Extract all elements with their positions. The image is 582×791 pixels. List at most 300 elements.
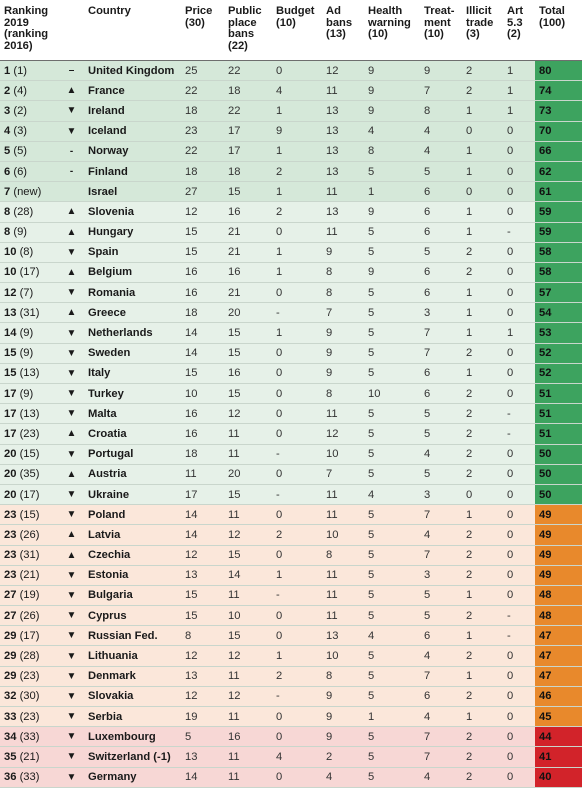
cell-price: 22 [181, 81, 224, 101]
rank-2016: (28) [13, 205, 34, 218]
cell-price: 13 [181, 565, 224, 585]
cell-public-place-bans: 17 [224, 121, 272, 141]
cell-treatment: 7 [420, 505, 462, 525]
cell-illicit-trade: 2 [462, 404, 503, 424]
cell-budget: 1 [272, 262, 322, 282]
cell-budget: 1 [272, 101, 322, 121]
cell-total: 59 [535, 202, 582, 222]
header-ranking: Ranking 2019 (ranking 2016) [0, 0, 58, 61]
trend-up-icon: ▲ [58, 81, 84, 101]
cell-total: 57 [535, 283, 582, 303]
cell-total: 66 [535, 141, 582, 161]
cell-treatment: 6 [420, 363, 462, 383]
cell-art-5-3: 0 [503, 242, 535, 262]
cell-health-warning: 5 [364, 343, 420, 363]
cell-illicit-trade: 0 [462, 182, 503, 202]
cell-country: Germany [84, 767, 181, 787]
rank-2019: 1 [4, 64, 11, 77]
cell-treatment: 5 [420, 242, 462, 262]
cell-ranking [0, 565, 58, 585]
cell-ranking [0, 626, 58, 646]
cell-total: 51 [535, 424, 582, 444]
table-row [0, 505, 582, 525]
cell-ad-bans: 4 [322, 767, 364, 787]
cell-total: 49 [535, 505, 582, 525]
rank-2019: 23 [4, 549, 17, 562]
cell-treatment: 4 [420, 525, 462, 545]
table-row [0, 222, 582, 242]
cell-price: 15 [181, 585, 224, 605]
cell-public-place-bans: 15 [224, 323, 272, 343]
cell-country: Greece [84, 303, 181, 323]
cell-price: 16 [181, 262, 224, 282]
cell-ranking [0, 767, 58, 787]
cell-public-place-bans: 22 [224, 101, 272, 121]
table-row [0, 444, 582, 464]
cell-price: 14 [181, 767, 224, 787]
trend-down-icon: ▼ [58, 101, 84, 121]
cell-ad-bans: 13 [322, 101, 364, 121]
cell-public-place-bans: 12 [224, 686, 272, 706]
cell-ad-bans: 12 [322, 424, 364, 444]
header-budget: Budget (10) [272, 0, 322, 61]
rank-2019: 20 [4, 468, 17, 481]
rank-2016: (7) [19, 286, 34, 299]
cell-treatment: 7 [420, 727, 462, 747]
cell-ad-bans: 13 [322, 626, 364, 646]
cell-price: 15 [181, 363, 224, 383]
header-illicit-trade: Illicit trade (3) [462, 0, 503, 61]
cell-price: 23 [181, 121, 224, 141]
cell-illicit-trade: 2 [462, 747, 503, 767]
cell-illicit-trade: 1 [462, 283, 503, 303]
cell-public-place-bans: 10 [224, 606, 272, 626]
trend-up-icon: ▲ [58, 525, 84, 545]
cell-health-warning: 5 [364, 565, 420, 585]
cell-country: Estonia [84, 565, 181, 585]
cell-ad-bans: 12 [322, 61, 364, 81]
cell-total: 53 [535, 323, 582, 343]
cell-art-5-3: 0 [503, 444, 535, 464]
cell-price: 19 [181, 707, 224, 727]
trend-flat-icon: – [58, 61, 84, 81]
cell-price: 12 [181, 646, 224, 666]
cell-total: 49 [535, 565, 582, 585]
cell-total: 41 [535, 747, 582, 767]
cell-public-place-bans: 11 [224, 767, 272, 787]
cell-health-warning: 9 [364, 101, 420, 121]
cell-treatment: 5 [420, 464, 462, 484]
cell-country: Luxembourg [84, 727, 181, 747]
rank-2016: (9) [19, 347, 34, 360]
cell-health-warning: 5 [364, 606, 420, 626]
cell-art-5-3: 0 [503, 121, 535, 141]
cell-country: Slovakia [84, 686, 181, 706]
cell-health-warning: 5 [364, 767, 420, 787]
cell-health-warning: 5 [364, 505, 420, 525]
rank-2016: (new) [13, 185, 42, 198]
cell-country: Lithuania [84, 646, 181, 666]
cell-public-place-bans: 21 [224, 283, 272, 303]
table-row [0, 141, 582, 161]
trend-down-icon: ▼ [58, 323, 84, 343]
cell-public-place-bans: 17 [224, 141, 272, 161]
rank-2016: (9) [13, 226, 28, 239]
cell-treatment: 4 [420, 121, 462, 141]
cell-budget: 0 [272, 626, 322, 646]
cell-public-place-bans: 16 [224, 262, 272, 282]
cell-art-5-3: 0 [503, 525, 535, 545]
cell-public-place-bans: 18 [224, 81, 272, 101]
rank-2019: 23 [4, 528, 17, 541]
cell-treatment: 5 [420, 424, 462, 444]
cell-health-warning: 9 [364, 61, 420, 81]
cell-country: Malta [84, 404, 181, 424]
rank-2019: 6 [4, 165, 11, 178]
cell-public-place-bans: 11 [224, 424, 272, 444]
cell-ad-bans: 10 [322, 444, 364, 464]
cell-ranking [0, 424, 58, 444]
cell-ranking [0, 121, 58, 141]
table-row [0, 464, 582, 484]
cell-art-5-3: 0 [503, 283, 535, 303]
cell-ranking [0, 666, 58, 686]
cell-art-5-3: 0 [503, 585, 535, 605]
cell-ranking [0, 202, 58, 222]
cell-art-5-3: 0 [503, 343, 535, 363]
cell-ad-bans: 9 [322, 727, 364, 747]
cell-ad-bans: 11 [322, 505, 364, 525]
table-row [0, 323, 582, 343]
cell-country: Croatia [84, 424, 181, 444]
cell-art-5-3: 0 [503, 141, 535, 161]
cell-art-5-3: - [503, 404, 535, 424]
rank-2019: 4 [4, 125, 11, 138]
cell-budget: 0 [272, 727, 322, 747]
cell-public-place-bans: 16 [224, 363, 272, 383]
cell-ranking [0, 343, 58, 363]
rank-2019: 2 [4, 84, 11, 97]
cell-ad-bans: 8 [322, 545, 364, 565]
rank-2019: 15 [4, 347, 17, 360]
trend-down-icon: ▼ [58, 565, 84, 585]
cell-ad-bans: 7 [322, 464, 364, 484]
cell-total: 70 [535, 121, 582, 141]
table-row [0, 182, 582, 202]
table-row [0, 161, 582, 181]
cell-budget: 0 [272, 707, 322, 727]
cell-illicit-trade: 2 [462, 606, 503, 626]
trend-up-icon: ▲ [58, 222, 84, 242]
cell-health-warning: 5 [364, 585, 420, 605]
table-row [0, 565, 582, 585]
rank-2019: 29 [4, 670, 17, 683]
cell-illicit-trade: 2 [462, 384, 503, 404]
cell-ad-bans: 8 [322, 262, 364, 282]
trend-down-icon: ▼ [58, 606, 84, 626]
cell-budget: 0 [272, 404, 322, 424]
cell-art-5-3: 0 [503, 182, 535, 202]
cell-public-place-bans: 22 [224, 61, 272, 81]
cell-treatment: 7 [420, 666, 462, 686]
cell-price: 18 [181, 303, 224, 323]
rank-2019: 10 [4, 246, 17, 259]
cell-ad-bans: 9 [322, 363, 364, 383]
rank-2016: (2) [13, 104, 28, 117]
trend-down-icon: ▼ [58, 767, 84, 787]
rank-2019: 13 [4, 306, 17, 319]
cell-price: 12 [181, 686, 224, 706]
cell-public-place-bans: 21 [224, 222, 272, 242]
cell-total: 46 [535, 686, 582, 706]
cell-treatment: 7 [420, 545, 462, 565]
cell-public-place-bans: 21 [224, 242, 272, 262]
trend-down-icon: ▼ [58, 666, 84, 686]
trend-down-icon: ▼ [58, 686, 84, 706]
cell-budget: 0 [272, 545, 322, 565]
header-treatment: Treat- ment (10) [420, 0, 462, 61]
cell-health-warning: 5 [364, 464, 420, 484]
rank-2019: 3 [4, 104, 11, 117]
cell-illicit-trade: 2 [462, 61, 503, 81]
cell-public-place-bans: 11 [224, 747, 272, 767]
table-row [0, 727, 582, 747]
cell-country: Poland [84, 505, 181, 525]
cell-country: Iceland [84, 121, 181, 141]
cell-art-5-3: 0 [503, 727, 535, 747]
trend-down-icon: ▼ [58, 363, 84, 383]
rank-2016: (15) [19, 448, 40, 461]
table-row [0, 101, 582, 121]
rank-2019: 17 [4, 387, 17, 400]
cell-ad-bans: 11 [322, 182, 364, 202]
trend-down-icon: ▼ [58, 727, 84, 747]
cell-health-warning: 5 [364, 323, 420, 343]
table-row [0, 121, 582, 141]
cell-treatment: 8 [420, 101, 462, 121]
cell-price: 13 [181, 666, 224, 686]
rank-2019: 15 [4, 367, 17, 380]
cell-public-place-bans: 15 [224, 384, 272, 404]
cell-art-5-3: 0 [503, 707, 535, 727]
cell-budget: - [272, 484, 322, 504]
cell-illicit-trade: 1 [462, 626, 503, 646]
cell-budget: 9 [272, 121, 322, 141]
cell-budget: 1 [272, 182, 322, 202]
cell-health-warning: 5 [364, 686, 420, 706]
cell-public-place-bans: 15 [224, 545, 272, 565]
cell-illicit-trade: 2 [462, 565, 503, 585]
cell-total: 47 [535, 646, 582, 666]
cell-budget: 0 [272, 61, 322, 81]
cell-health-warning: 1 [364, 707, 420, 727]
cell-ad-bans: 11 [322, 81, 364, 101]
cell-health-warning: 5 [364, 424, 420, 444]
cell-ad-bans: 13 [322, 121, 364, 141]
table-row [0, 606, 582, 626]
table-row [0, 424, 582, 444]
cell-budget: 0 [272, 363, 322, 383]
cell-budget: 4 [272, 81, 322, 101]
cell-illicit-trade: 2 [462, 262, 503, 282]
cell-illicit-trade: 2 [462, 444, 503, 464]
cell-price: 25 [181, 61, 224, 81]
cell-price: 12 [181, 202, 224, 222]
cell-health-warning: 5 [364, 545, 420, 565]
cell-ad-bans: 9 [322, 707, 364, 727]
cell-art-5-3: 0 [503, 767, 535, 787]
cell-art-5-3: 0 [503, 303, 535, 323]
cell-ranking [0, 686, 58, 706]
cell-total: 52 [535, 363, 582, 383]
cell-illicit-trade: 1 [462, 222, 503, 242]
cell-total: 74 [535, 81, 582, 101]
cell-illicit-trade: 2 [462, 727, 503, 747]
table-row [0, 545, 582, 565]
cell-illicit-trade: 1 [462, 707, 503, 727]
cell-country: Serbia [84, 707, 181, 727]
cell-ranking [0, 161, 58, 181]
rank-2019: 8 [4, 205, 11, 218]
cell-budget: 0 [272, 505, 322, 525]
table-row [0, 242, 582, 262]
cell-treatment: 4 [420, 444, 462, 464]
rank-2019: 17 [4, 427, 17, 440]
cell-art-5-3: 0 [503, 464, 535, 484]
cell-country: Belgium [84, 262, 181, 282]
cell-illicit-trade: 1 [462, 585, 503, 605]
cell-treatment: 4 [420, 707, 462, 727]
cell-ad-bans: 9 [322, 343, 364, 363]
cell-country: Russian Fed. [84, 626, 181, 646]
cell-public-place-bans: 20 [224, 303, 272, 323]
cell-illicit-trade: 2 [462, 686, 503, 706]
cell-ranking [0, 646, 58, 666]
cell-treatment: 5 [420, 404, 462, 424]
rank-2019: 23 [4, 569, 17, 582]
cell-country: Denmark [84, 666, 181, 686]
cell-country: Ireland [84, 101, 181, 121]
table-row [0, 747, 582, 767]
rank-2016: (4) [13, 84, 28, 97]
table-row [0, 585, 582, 605]
rank-2016: (17) [19, 488, 40, 501]
cell-budget: 0 [272, 606, 322, 626]
cell-treatment: 4 [420, 141, 462, 161]
cell-country: Cyprus [84, 606, 181, 626]
rank-2016: (15) [19, 508, 40, 521]
cell-art-5-3: - [503, 222, 535, 242]
cell-budget: - [272, 444, 322, 464]
cell-ad-bans: 13 [322, 141, 364, 161]
cell-ad-bans: 13 [322, 161, 364, 181]
cell-ranking [0, 182, 58, 202]
cell-treatment: 6 [420, 182, 462, 202]
cell-country: Portugal [84, 444, 181, 464]
cell-public-place-bans: 15 [224, 182, 272, 202]
rank-2016: (9) [19, 327, 34, 340]
cell-art-5-3: - [503, 606, 535, 626]
cell-price: 14 [181, 525, 224, 545]
trend-flat-icon [58, 182, 84, 202]
cell-treatment: 3 [420, 303, 462, 323]
cell-total: 52 [535, 343, 582, 363]
trend-down-icon: ▼ [58, 707, 84, 727]
cell-art-5-3: 0 [503, 646, 535, 666]
rank-2019: 20 [4, 488, 17, 501]
cell-ad-bans: 11 [322, 565, 364, 585]
cell-budget: 2 [272, 161, 322, 181]
cell-price: 17 [181, 484, 224, 504]
header-art-5-3: Art 5.3 (2) [503, 0, 535, 61]
cell-treatment: 6 [420, 384, 462, 404]
table-row [0, 262, 582, 282]
cell-public-place-bans: 11 [224, 444, 272, 464]
cell-budget: 2 [272, 202, 322, 222]
cell-ad-bans: 11 [322, 404, 364, 424]
rank-2019: 34 [4, 730, 17, 743]
cell-health-warning: 4 [364, 484, 420, 504]
trend-up-icon: ▲ [58, 424, 84, 444]
cell-art-5-3: 0 [503, 384, 535, 404]
cell-budget: 1 [272, 242, 322, 262]
cell-illicit-trade: 1 [462, 505, 503, 525]
cell-public-place-bans: 15 [224, 484, 272, 504]
table-row [0, 61, 582, 81]
cell-health-warning: 8 [364, 141, 420, 161]
cell-price: 16 [181, 424, 224, 444]
cell-health-warning: 5 [364, 444, 420, 464]
trend-flat-icon: - [58, 141, 84, 161]
cell-total: 50 [535, 484, 582, 504]
cell-art-5-3: 1 [503, 81, 535, 101]
cell-treatment: 4 [420, 767, 462, 787]
cell-total: 45 [535, 707, 582, 727]
cell-health-warning: 5 [364, 525, 420, 545]
rank-2016: (21) [19, 750, 40, 763]
cell-ranking [0, 141, 58, 161]
cell-country: Netherlands [84, 323, 181, 343]
rank-2016: (33) [19, 771, 40, 784]
cell-price: 27 [181, 182, 224, 202]
cell-treatment: 4 [420, 646, 462, 666]
cell-total: 58 [535, 262, 582, 282]
cell-price: 8 [181, 626, 224, 646]
cell-art-5-3: - [503, 424, 535, 444]
cell-country: Bulgaria [84, 585, 181, 605]
rank-2019: 33 [4, 710, 17, 723]
cell-ranking [0, 727, 58, 747]
cell-ad-bans: 11 [322, 222, 364, 242]
cell-treatment: 7 [420, 343, 462, 363]
rank-2016: (9) [19, 387, 34, 400]
cell-country: Slovenia [84, 202, 181, 222]
cell-ranking [0, 444, 58, 464]
rank-2016: (35) [19, 468, 40, 481]
cell-treatment: 7 [420, 747, 462, 767]
cell-illicit-trade: 2 [462, 464, 503, 484]
trend-up-icon: ▲ [58, 464, 84, 484]
table-row [0, 283, 582, 303]
cell-price: 5 [181, 727, 224, 747]
cell-health-warning: 5 [364, 283, 420, 303]
cell-country: Switzerland (-1) [84, 747, 181, 767]
cell-price: 13 [181, 747, 224, 767]
cell-treatment: 7 [420, 81, 462, 101]
cell-ad-bans: 2 [322, 747, 364, 767]
table-row [0, 707, 582, 727]
cell-illicit-trade: 2 [462, 646, 503, 666]
